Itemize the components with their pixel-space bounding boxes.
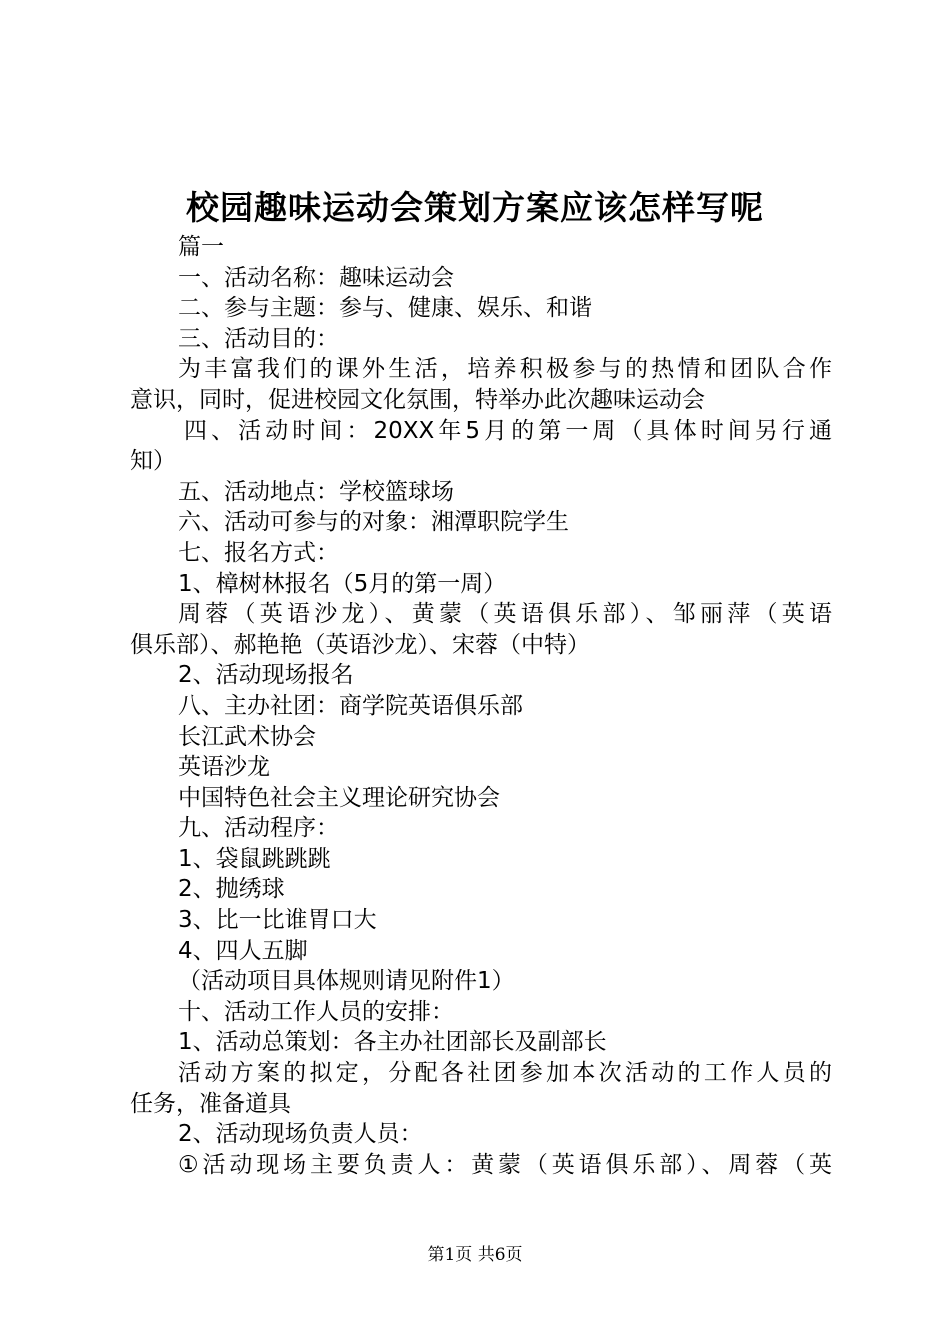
paragraph-line: 为丰富我们的课外生活，培养积极参与的热情和团队合作 [178,356,832,383]
document-title: 校园趣味运动会策划方案应该怎样写呢 [186,188,764,227]
paragraph-line: （活动项目具体规则请见附件1） [178,968,515,995]
paragraph-line: 十、活动工作人员的安排： [178,998,454,1025]
paragraph-line: 知） [130,448,176,475]
paragraph-line: 1、活动总策划：各主办社团部长及副部长 [178,1029,607,1056]
paragraph-line: 2、活动现场负责人员： [178,1121,423,1148]
paragraph-line: ①活动现场主要负责人：黄蒙（英语俱乐部）、周蓉（英 [178,1151,832,1178]
paragraph-line: 一、活动名称：趣味运动会 [178,264,454,291]
paragraph-line: 中国特色社会主义理论研究协会 [178,784,500,811]
paragraph-line: 活动方案的拟定，分配各社团参加本次活动的工作人员的 [178,1060,832,1087]
paragraph-line: 八、主办社团：商学院英语俱乐部 [178,692,523,719]
page-footer: 第1页 共6页 [427,1245,523,1265]
paragraph-line: 英语沙龙 [178,754,270,781]
paragraph-line: 九、活动程序： [178,815,339,842]
section-heading: 篇一 [178,234,224,260]
paragraph-line: 长江武术协会 [178,723,316,750]
paragraph-line: 意识，同时，促进校园文化氛围，特举办此次趣味运动会 [130,386,705,413]
paragraph-line: 2、抛绣球 [178,876,285,903]
paragraph-line: 五、活动地点：学校篮球场 [178,478,454,505]
paragraph-line: 四、活动时间：20XX年5月的第一周（具体时间另行通 [184,417,832,444]
paragraph-line: 任务，准备道具 [130,1090,291,1117]
paragraph-line: 六、活动可参与的对象：湘潭职院学生 [178,509,569,536]
paragraph-line: 1、樟树林报名（5月的第一周） [178,570,507,597]
paragraph-line: 俱乐部）、郝艳艳（英语沙龙）、宋蓉（中特） [130,631,590,658]
paragraph-line: 七、报名方式： [178,539,339,566]
document-body [130,232,832,1180]
paragraph-line: 2、活动现场报名 [178,662,354,689]
paragraph-line: 3、比一比谁胃口大 [178,907,377,934]
paragraph-line: 4、四人五脚 [178,937,308,964]
paragraph-line: 三、活动目的： [178,325,339,352]
paragraph-line: 1、袋鼠跳跳跳 [178,845,331,872]
paragraph-line: 二、参与主题：参与、健康、娱乐、和谐 [178,295,592,322]
paragraph-line: 周蓉（英语沙龙）、黄蒙（英语俱乐部）、邹丽萍（英语 [178,601,832,628]
